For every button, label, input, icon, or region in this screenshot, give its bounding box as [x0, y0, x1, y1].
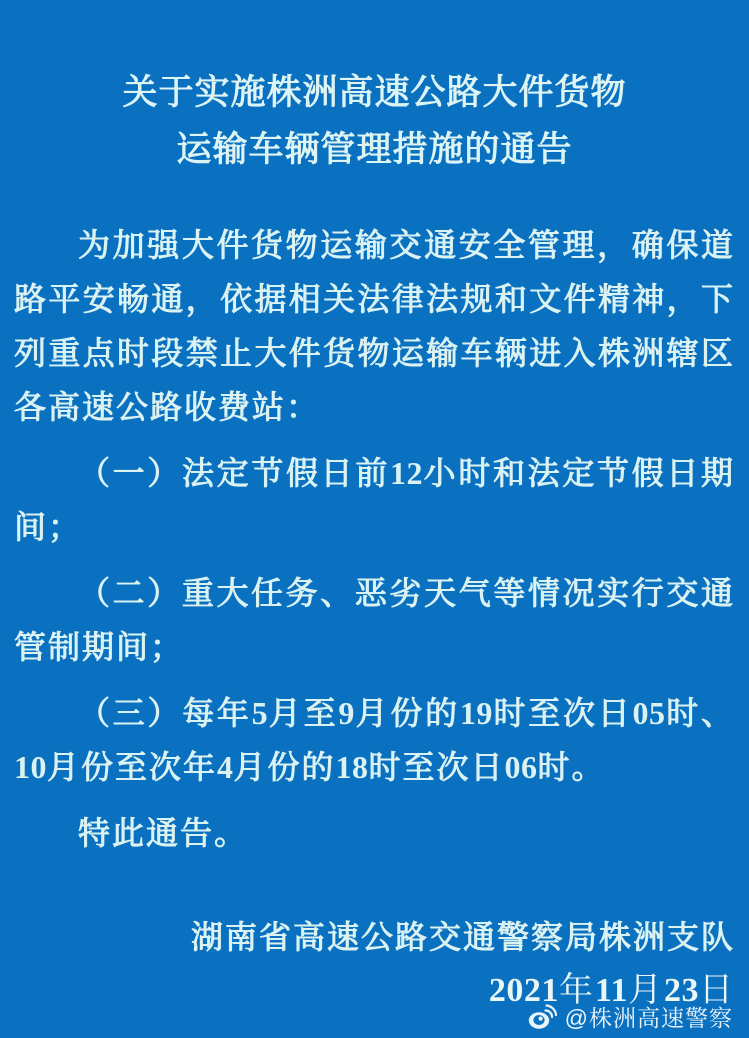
rule-item-3: （三）每年5月至9月份的19时至次日05时、10月份至次年4月份的18时至次日06时。 — [14, 695, 735, 785]
notice-title — [14, 64, 735, 178]
intro-paragraph: 为加强大件货物运输交通安全管理，确保道路平安畅通，依据相关法律法规和文件精神，下列重点时段禁止大件货物运输车辆进入株洲辖区各高速公路收费站： — [14, 227, 735, 425]
weibo-watermark — [528, 1000, 733, 1033]
issue-date: 2021年11月23日 — [488, 972, 735, 1009]
closing-line: 特此通告。 — [78, 815, 249, 851]
rule-item-1: （一）法定节假日前12小时和法定节假日期间； — [14, 455, 735, 545]
rule-item-2: （二）重大任务、恶劣天气等情况实行交通管制期间； — [14, 575, 735, 665]
issuer-signature: 湖南省高速公路交通警察局株洲支队 — [190, 919, 735, 955]
notice-title-line2: 运输车辆管理措施的通告 — [176, 130, 573, 169]
weibo-icon — [528, 1003, 558, 1030]
notice-body — [14, 218, 735, 860]
weibo-handle: @株洲高速警察 — [564, 1005, 733, 1031]
notice-title-line1: 关于实施株洲高速公路大件货物 — [122, 73, 627, 112]
